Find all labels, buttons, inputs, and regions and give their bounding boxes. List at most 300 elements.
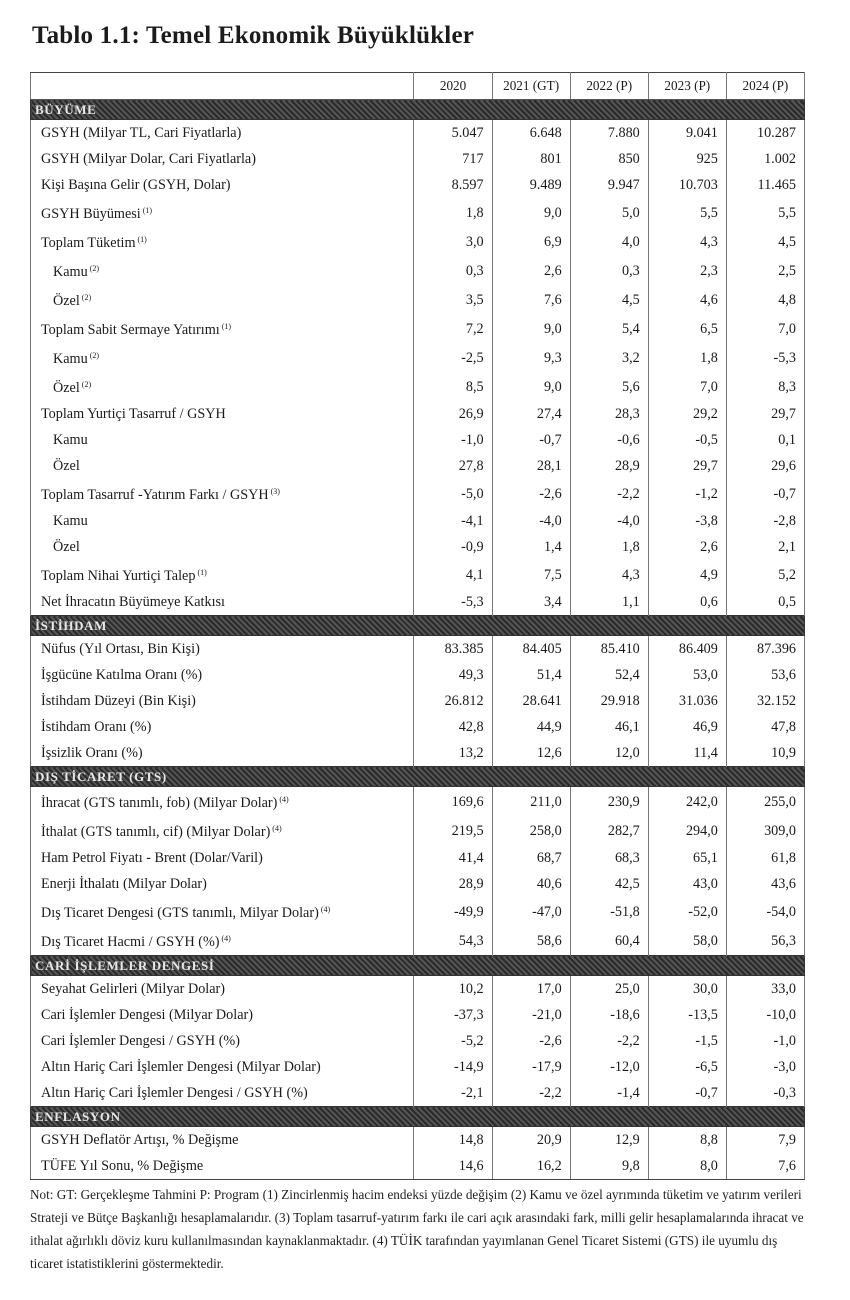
row-label-cell bbox=[31, 256, 414, 285]
table-row bbox=[31, 256, 805, 285]
row-label: Toplam Tüketim bbox=[41, 235, 136, 251]
row-label-cell bbox=[31, 534, 414, 560]
value-cell: -2,6 bbox=[492, 479, 570, 508]
row-label-cell bbox=[31, 589, 414, 616]
row-label-cell bbox=[31, 1054, 414, 1080]
value-cell: -51,8 bbox=[570, 897, 648, 926]
section-header bbox=[31, 956, 805, 976]
row-label: Kamu bbox=[53, 513, 88, 529]
row-label-cell bbox=[31, 714, 414, 740]
row-label: Kamu bbox=[53, 432, 88, 448]
value-cell: 83.385 bbox=[414, 636, 492, 663]
row-label: Toplam Yurtiçi Tasarruf / GSYH bbox=[41, 406, 226, 422]
footnote-marker: (2) bbox=[89, 351, 100, 360]
value-cell: 56,3 bbox=[726, 926, 804, 956]
value-cell: 3,0 bbox=[414, 227, 492, 256]
row-label: GSYH (Milyar Dolar, Cari Fiyatlarla) bbox=[41, 151, 256, 167]
value-cell: 41,4 bbox=[414, 845, 492, 871]
value-cell: 14,6 bbox=[414, 1153, 492, 1180]
value-cell: 14,8 bbox=[414, 1127, 492, 1154]
value-cell: 7.880 bbox=[570, 120, 648, 147]
value-cell: 8,0 bbox=[648, 1153, 726, 1180]
value-cell: 309,0 bbox=[726, 816, 804, 845]
row-label-cell bbox=[31, 926, 414, 956]
row-label-cell bbox=[31, 479, 414, 508]
footnote-marker: (4) bbox=[320, 905, 331, 914]
table-row bbox=[31, 1002, 805, 1028]
value-cell: 169,6 bbox=[414, 787, 492, 817]
row-label-cell bbox=[31, 560, 414, 589]
table-row bbox=[31, 508, 805, 534]
value-cell: 1,4 bbox=[492, 534, 570, 560]
row-label-cell bbox=[31, 427, 414, 453]
value-cell: 4,3 bbox=[570, 560, 648, 589]
value-cell: 5,5 bbox=[648, 198, 726, 227]
value-cell: 12,0 bbox=[570, 740, 648, 767]
section-header bbox=[31, 100, 805, 120]
value-cell: -18,6 bbox=[570, 1002, 648, 1028]
header-year: 2023 (P) bbox=[648, 73, 726, 100]
value-cell: 49,3 bbox=[414, 662, 492, 688]
row-label: Net İhracatın Büyümeye Katkısı bbox=[41, 594, 225, 610]
footnote-marker: (1) bbox=[197, 568, 207, 577]
value-cell: 6,5 bbox=[648, 314, 726, 343]
value-cell: 4,8 bbox=[726, 285, 804, 314]
value-cell: 68,7 bbox=[492, 845, 570, 871]
row-label: İhracat (GTS tanımlı, fob) (Milyar Dolar) bbox=[41, 795, 278, 811]
row-label-cell bbox=[31, 508, 414, 534]
value-cell: 85.410 bbox=[570, 636, 648, 663]
value-cell: 53,0 bbox=[648, 662, 726, 688]
value-cell: 28,3 bbox=[570, 401, 648, 427]
row-label: GSYH Deflatör Artışı, % Değişme bbox=[41, 1132, 239, 1148]
value-cell: -1,0 bbox=[726, 1028, 804, 1054]
row-label: Özel bbox=[53, 458, 80, 474]
value-cell: 58,6 bbox=[492, 926, 570, 956]
row-label: Enerji İthalatı (Milyar Dolar) bbox=[41, 876, 207, 892]
row-label-cell bbox=[31, 146, 414, 172]
value-cell: 9.947 bbox=[570, 172, 648, 198]
footnote-marker: (1) bbox=[142, 206, 153, 215]
value-cell: -1,4 bbox=[570, 1080, 648, 1107]
value-cell: 717 bbox=[414, 146, 492, 172]
value-cell: 53,6 bbox=[726, 662, 804, 688]
table-title: Tablo 1.1: Temel Ekonomik Büyüklükler bbox=[32, 22, 475, 49]
value-cell: -4,0 bbox=[570, 508, 648, 534]
table-row bbox=[31, 714, 805, 740]
value-cell: 54,3 bbox=[414, 926, 492, 956]
value-cell: 11.465 bbox=[726, 172, 804, 198]
table-row bbox=[31, 427, 805, 453]
value-cell: 2,6 bbox=[648, 534, 726, 560]
value-cell: 61,8 bbox=[726, 845, 804, 871]
value-cell: 9,3 bbox=[492, 343, 570, 372]
row-label: İstihdam Düzeyi (Bin Kişi) bbox=[41, 693, 196, 709]
value-cell: 52,4 bbox=[570, 662, 648, 688]
row-label: Kamu bbox=[53, 264, 88, 280]
value-cell: 230,9 bbox=[570, 787, 648, 817]
table-row bbox=[31, 1127, 805, 1154]
value-cell: 4,9 bbox=[648, 560, 726, 589]
value-cell: 4,1 bbox=[414, 560, 492, 589]
value-cell: 5,5 bbox=[726, 198, 804, 227]
value-cell: 4,5 bbox=[726, 227, 804, 256]
value-cell: 5,4 bbox=[570, 314, 648, 343]
table-row bbox=[31, 534, 805, 560]
value-cell: 4,0 bbox=[570, 227, 648, 256]
value-cell: 7,6 bbox=[492, 285, 570, 314]
row-label-cell bbox=[31, 285, 414, 314]
value-cell: 46,1 bbox=[570, 714, 648, 740]
footnote: Not: GT: Gerçekleşme Tahmini P: Program (1) Zincirlenmiş hacim endeksi yüzde değişim (2) Kamu ve özel ayrımında tüketim ve yatırım verileri Strateji ve Bütçe Başkanlığı hesaplamalarıdır. (3) Toplam tasarruf-yatırım farkı ile cari açık arasındaki fark, milli gelir hesaplamalarında ihracat ve ithalat ağırlıklı döviz kuru kullanılmasından kaynaklanmaktadır. (4) TÜİK tarafından yayımlanan Genel Ticaret Sistemi (GTS) ile uyumlu dış ticaret istatistiklerini göstermektedir. bbox=[30, 1187, 804, 1271]
row-label: Cari İşlemler Dengesi (Milyar Dolar) bbox=[41, 1007, 253, 1023]
value-cell: 29,7 bbox=[648, 453, 726, 479]
value-cell: 1,8 bbox=[570, 534, 648, 560]
row-label-cell bbox=[31, 227, 414, 256]
economic-indicators-table bbox=[30, 72, 805, 1180]
row-label: Özel bbox=[53, 380, 80, 396]
value-cell: -0,5 bbox=[648, 427, 726, 453]
value-cell: 40,6 bbox=[492, 871, 570, 897]
value-cell: -4,0 bbox=[492, 508, 570, 534]
row-label: Kamu bbox=[53, 351, 88, 367]
value-cell: 16,2 bbox=[492, 1153, 570, 1180]
row-label-cell bbox=[31, 1002, 414, 1028]
table-row bbox=[31, 120, 805, 147]
value-cell: 28,9 bbox=[414, 871, 492, 897]
header-year: 2021 (GT) bbox=[492, 73, 570, 100]
value-cell: -2,6 bbox=[492, 1028, 570, 1054]
value-cell: 60,4 bbox=[570, 926, 648, 956]
value-cell: -2,2 bbox=[570, 1028, 648, 1054]
value-cell: 6.648 bbox=[492, 120, 570, 147]
value-cell: 84.405 bbox=[492, 636, 570, 663]
value-cell: 7,5 bbox=[492, 560, 570, 589]
value-cell: 801 bbox=[492, 146, 570, 172]
table-row bbox=[31, 285, 805, 314]
table-row bbox=[31, 343, 805, 372]
value-cell: -1,5 bbox=[648, 1028, 726, 1054]
value-cell: 30,0 bbox=[648, 976, 726, 1003]
value-cell: 31.036 bbox=[648, 688, 726, 714]
table-row bbox=[31, 372, 805, 401]
value-cell: -1,2 bbox=[648, 479, 726, 508]
row-label-cell bbox=[31, 372, 414, 401]
value-cell: 255,0 bbox=[726, 787, 804, 817]
value-cell: 282,7 bbox=[570, 816, 648, 845]
value-cell: 2,3 bbox=[648, 256, 726, 285]
value-cell: 9,0 bbox=[492, 314, 570, 343]
value-cell: 9,0 bbox=[492, 198, 570, 227]
table-row bbox=[31, 1054, 805, 1080]
value-cell: 10,2 bbox=[414, 976, 492, 1003]
table-row bbox=[31, 560, 805, 589]
value-cell: 9,0 bbox=[492, 372, 570, 401]
row-label-cell bbox=[31, 740, 414, 767]
row-label-cell bbox=[31, 845, 414, 871]
value-cell: -4,1 bbox=[414, 508, 492, 534]
table-row bbox=[31, 453, 805, 479]
value-cell: -0,9 bbox=[414, 534, 492, 560]
row-label: Özel bbox=[53, 293, 80, 309]
value-cell: 20,9 bbox=[492, 1127, 570, 1154]
value-cell: -2,2 bbox=[492, 1080, 570, 1107]
section-title: İSTİHDAM bbox=[31, 616, 805, 636]
value-cell: 0,5 bbox=[726, 589, 804, 616]
row-label-cell bbox=[31, 1153, 414, 1180]
value-cell: 5,2 bbox=[726, 560, 804, 589]
value-cell: 925 bbox=[648, 146, 726, 172]
table-body bbox=[31, 100, 805, 1180]
table-row bbox=[31, 589, 805, 616]
section-title: DIŞ TİCARET (GTS) bbox=[31, 767, 805, 787]
table-row bbox=[31, 688, 805, 714]
value-cell: 46,9 bbox=[648, 714, 726, 740]
section-title: BÜYÜME bbox=[31, 100, 805, 120]
value-cell: 2,1 bbox=[726, 534, 804, 560]
header-row bbox=[31, 73, 805, 100]
value-cell: 68,3 bbox=[570, 845, 648, 871]
value-cell: -47,0 bbox=[492, 897, 570, 926]
table-row bbox=[31, 871, 805, 897]
row-label-cell bbox=[31, 343, 414, 372]
table-row bbox=[31, 897, 805, 926]
value-cell: -3,0 bbox=[726, 1054, 804, 1080]
value-cell: 0,3 bbox=[414, 256, 492, 285]
value-cell: -13,5 bbox=[648, 1002, 726, 1028]
row-label: Altın Hariç Cari İşlemler Dengesi / GSYH (%) bbox=[41, 1085, 308, 1101]
value-cell: 4,3 bbox=[648, 227, 726, 256]
value-cell: 10,9 bbox=[726, 740, 804, 767]
value-cell: 12,9 bbox=[570, 1127, 648, 1154]
value-cell: -2,5 bbox=[414, 343, 492, 372]
value-cell: 8,3 bbox=[726, 372, 804, 401]
value-cell: -5,3 bbox=[414, 589, 492, 616]
value-cell: -3,8 bbox=[648, 508, 726, 534]
section-header bbox=[31, 767, 805, 787]
value-cell: 1,1 bbox=[570, 589, 648, 616]
value-cell: 26,9 bbox=[414, 401, 492, 427]
row-label: Toplam Sabit Sermaye Yatırımı bbox=[41, 322, 220, 338]
row-label: Cari İşlemler Dengesi / GSYH (%) bbox=[41, 1033, 240, 1049]
footnote-marker: (3) bbox=[270, 487, 280, 496]
row-label-cell bbox=[31, 198, 414, 227]
value-cell: 7,6 bbox=[726, 1153, 804, 1180]
value-cell: -54,0 bbox=[726, 897, 804, 926]
value-cell: 0,6 bbox=[648, 589, 726, 616]
row-label-cell bbox=[31, 120, 414, 147]
row-label: GSYH Büyümesi bbox=[41, 206, 141, 222]
row-label: GSYH (Milyar TL, Cari Fiyatlarla) bbox=[41, 125, 242, 141]
value-cell: -10,0 bbox=[726, 1002, 804, 1028]
value-cell: 3,2 bbox=[570, 343, 648, 372]
value-cell: 10.287 bbox=[726, 120, 804, 147]
value-cell: 1.002 bbox=[726, 146, 804, 172]
row-label-cell bbox=[31, 897, 414, 926]
row-label-cell bbox=[31, 401, 414, 427]
value-cell: -0,7 bbox=[492, 427, 570, 453]
table-row bbox=[31, 1153, 805, 1180]
value-cell: 4,5 bbox=[570, 285, 648, 314]
value-cell: 0,3 bbox=[570, 256, 648, 285]
row-label-cell bbox=[31, 787, 414, 817]
table-row bbox=[31, 146, 805, 172]
value-cell: -49,9 bbox=[414, 897, 492, 926]
value-cell: 2,6 bbox=[492, 256, 570, 285]
row-label-cell bbox=[31, 871, 414, 897]
header-year: 2020 bbox=[414, 73, 492, 100]
row-label: Altın Hariç Cari İşlemler Dengesi (Milyar Dolar) bbox=[41, 1059, 321, 1075]
row-label: İthalat (GTS tanımlı, cif) (Milyar Dolar) bbox=[41, 824, 271, 840]
value-cell: -0,7 bbox=[726, 479, 804, 508]
value-cell: 29.918 bbox=[570, 688, 648, 714]
value-cell: 9.041 bbox=[648, 120, 726, 147]
footnote-marker: (4) bbox=[221, 934, 231, 943]
table-row bbox=[31, 172, 805, 198]
value-cell: 8.597 bbox=[414, 172, 492, 198]
value-cell: 47,8 bbox=[726, 714, 804, 740]
table-row bbox=[31, 976, 805, 1003]
value-cell: 58,0 bbox=[648, 926, 726, 956]
table-row bbox=[31, 740, 805, 767]
header-label-cell bbox=[31, 73, 414, 100]
value-cell: -2,2 bbox=[570, 479, 648, 508]
value-cell: 5,0 bbox=[570, 198, 648, 227]
row-label: Kişi Başına Gelir (GSYH, Dolar) bbox=[41, 177, 231, 193]
row-label: Nüfus (Yıl Ortası, Bin Kişi) bbox=[41, 641, 200, 657]
value-cell: 42,8 bbox=[414, 714, 492, 740]
table-row bbox=[31, 816, 805, 845]
value-cell: 29,2 bbox=[648, 401, 726, 427]
table-row bbox=[31, 636, 805, 663]
value-cell: 7,0 bbox=[726, 314, 804, 343]
value-cell: 65,1 bbox=[648, 845, 726, 871]
value-cell: -5,2 bbox=[414, 1028, 492, 1054]
value-cell: 294,0 bbox=[648, 816, 726, 845]
row-label-cell bbox=[31, 816, 414, 845]
value-cell: 242,0 bbox=[648, 787, 726, 817]
table-row bbox=[31, 787, 805, 817]
row-label-cell bbox=[31, 1127, 414, 1154]
row-label: Dış Ticaret Hacmi / GSYH (%) bbox=[41, 934, 220, 950]
value-cell: 32.152 bbox=[726, 688, 804, 714]
table-row bbox=[31, 662, 805, 688]
value-cell: 29,7 bbox=[726, 401, 804, 427]
value-cell: 25,0 bbox=[570, 976, 648, 1003]
value-cell: 4,6 bbox=[648, 285, 726, 314]
value-cell: -17,9 bbox=[492, 1054, 570, 1080]
value-cell: 258,0 bbox=[492, 816, 570, 845]
section-header bbox=[31, 1107, 805, 1127]
value-cell: -5,3 bbox=[726, 343, 804, 372]
value-cell: -12,0 bbox=[570, 1054, 648, 1080]
value-cell: -1,0 bbox=[414, 427, 492, 453]
value-cell: 43,0 bbox=[648, 871, 726, 897]
table-row bbox=[31, 1028, 805, 1054]
header-year: 2024 (P) bbox=[726, 73, 804, 100]
value-cell: 28,9 bbox=[570, 453, 648, 479]
value-cell: 12,6 bbox=[492, 740, 570, 767]
value-cell: -0,7 bbox=[648, 1080, 726, 1107]
table-row bbox=[31, 227, 805, 256]
section-header bbox=[31, 616, 805, 636]
value-cell: 1,8 bbox=[414, 198, 492, 227]
value-cell: 5,6 bbox=[570, 372, 648, 401]
value-cell: 0,1 bbox=[726, 427, 804, 453]
value-cell: -2,1 bbox=[414, 1080, 492, 1107]
row-label: Dış Ticaret Dengesi (GTS tanımlı, Milyar Dolar) bbox=[41, 905, 319, 921]
value-cell: 44,9 bbox=[492, 714, 570, 740]
value-cell: 13,2 bbox=[414, 740, 492, 767]
value-cell: 28,1 bbox=[492, 453, 570, 479]
value-cell: 6,9 bbox=[492, 227, 570, 256]
value-cell: 29,6 bbox=[726, 453, 804, 479]
row-label-cell bbox=[31, 662, 414, 688]
value-cell: 8,8 bbox=[648, 1127, 726, 1154]
value-cell: -0,6 bbox=[570, 427, 648, 453]
value-cell: 51,4 bbox=[492, 662, 570, 688]
table-row bbox=[31, 479, 805, 508]
value-cell: 3,4 bbox=[492, 589, 570, 616]
value-cell: -37,3 bbox=[414, 1002, 492, 1028]
value-cell: 5.047 bbox=[414, 120, 492, 147]
footnote-marker: (1) bbox=[221, 322, 232, 331]
value-cell: 42,5 bbox=[570, 871, 648, 897]
table-row bbox=[31, 401, 805, 427]
value-cell: -52,0 bbox=[648, 897, 726, 926]
value-cell: 28.641 bbox=[492, 688, 570, 714]
value-cell: 7,2 bbox=[414, 314, 492, 343]
value-cell: 27,4 bbox=[492, 401, 570, 427]
footnote-marker: (2) bbox=[81, 380, 92, 389]
value-cell: 86.409 bbox=[648, 636, 726, 663]
row-label-cell bbox=[31, 688, 414, 714]
row-label: Toplam Tasarruf -Yatırım Farkı / GSYH bbox=[41, 487, 269, 503]
value-cell: 1,8 bbox=[648, 343, 726, 372]
table-row bbox=[31, 314, 805, 343]
value-cell: 33,0 bbox=[726, 976, 804, 1003]
value-cell: 9,8 bbox=[570, 1153, 648, 1180]
row-label: Seyahat Gelirleri (Milyar Dolar) bbox=[41, 981, 225, 997]
value-cell: -14,9 bbox=[414, 1054, 492, 1080]
value-cell: 2,5 bbox=[726, 256, 804, 285]
row-label-cell bbox=[31, 453, 414, 479]
value-cell: -2,8 bbox=[726, 508, 804, 534]
table-row bbox=[31, 1080, 805, 1107]
value-cell: 26.812 bbox=[414, 688, 492, 714]
row-label: İstihdam Oranı (%) bbox=[41, 719, 152, 735]
value-cell: 7,0 bbox=[648, 372, 726, 401]
row-label: TÜFE Yıl Sonu, % Değişme bbox=[41, 1158, 204, 1174]
row-label-cell bbox=[31, 1080, 414, 1107]
value-cell: 43,6 bbox=[726, 871, 804, 897]
value-cell: 17,0 bbox=[492, 976, 570, 1003]
value-cell: 219,5 bbox=[414, 816, 492, 845]
row-label-cell bbox=[31, 1028, 414, 1054]
footnote-marker: (4) bbox=[272, 824, 282, 833]
value-cell: 87.396 bbox=[726, 636, 804, 663]
value-cell: 7,9 bbox=[726, 1127, 804, 1154]
row-label: Toplam Nihai Yurtiçi Talep bbox=[41, 568, 196, 584]
row-label: İşsizlik Oranı (%) bbox=[41, 745, 143, 761]
table-row bbox=[31, 845, 805, 871]
row-label-cell bbox=[31, 976, 414, 1003]
value-cell: -0,3 bbox=[726, 1080, 804, 1107]
footnote-marker: (4) bbox=[279, 795, 289, 804]
table-row bbox=[31, 198, 805, 227]
value-cell: -21,0 bbox=[492, 1002, 570, 1028]
value-cell: 8,5 bbox=[414, 372, 492, 401]
